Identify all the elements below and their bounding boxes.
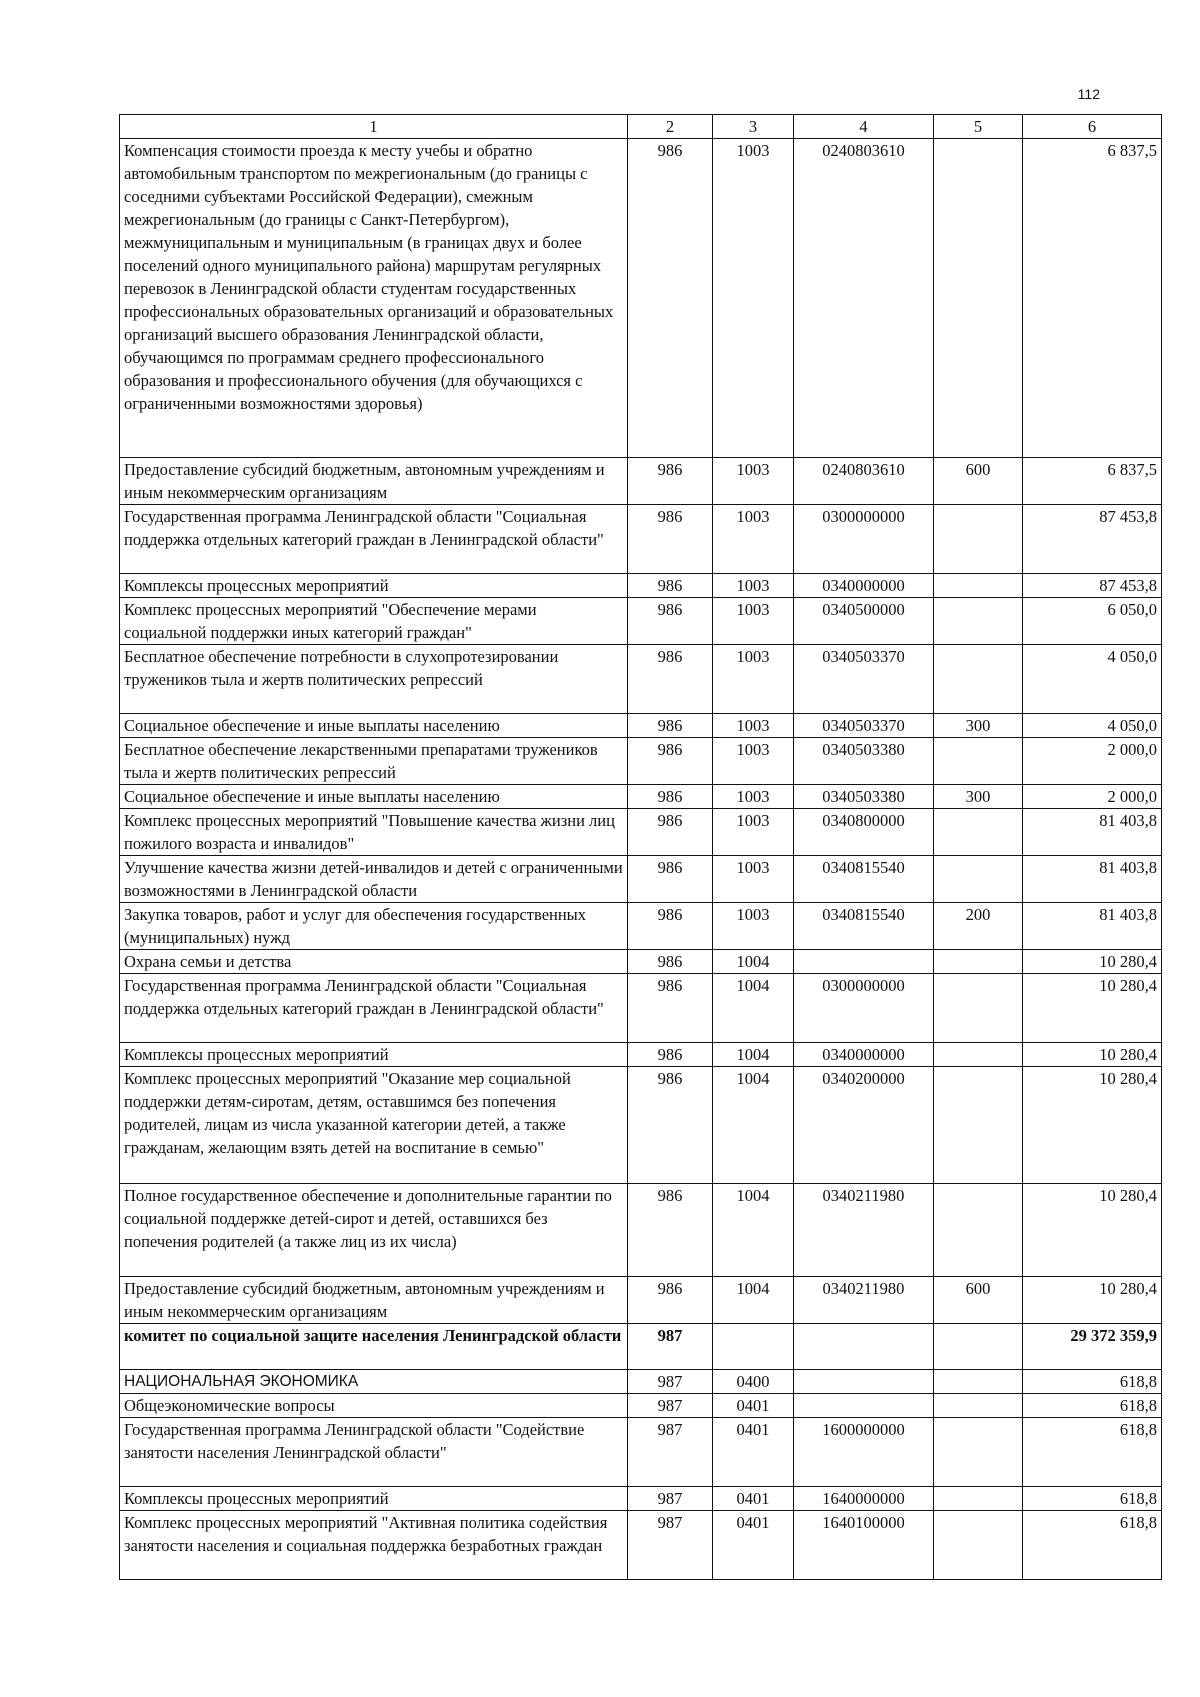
section-code-cell: 0400 [713, 1370, 794, 1394]
expense-type-cell [934, 139, 1023, 458]
expense-type-cell [934, 856, 1023, 903]
row-name-cell: Общеэкономические вопросы [120, 1394, 628, 1418]
row-name-cell: Охрана семьи и детства [120, 950, 628, 974]
amount-cell: 2 000,0 [1023, 738, 1162, 785]
amount-cell: 29 372 359,9 [1023, 1324, 1162, 1370]
column-header: 1 [120, 115, 628, 139]
row-name-cell: Комплекс процессных мероприятий "Обеспечение мерами социальной поддержки иных категорий граждан" [120, 598, 628, 645]
amount-cell: 81 403,8 [1023, 856, 1162, 903]
amount-cell: 10 280,4 [1023, 1277, 1162, 1324]
expense-type-cell [934, 738, 1023, 785]
section-code-cell: 1003 [713, 856, 794, 903]
ministry-code-cell: 986 [628, 903, 713, 950]
target-code-cell: 0340503380 [794, 738, 934, 785]
section-code-cell: 1003 [713, 785, 794, 809]
amount-cell: 618,8 [1023, 1418, 1162, 1487]
row-name-cell: Бесплатное обеспечение лекарственными препаратами тружеников тыла и жертв политических репрессий [120, 738, 628, 785]
table-row [120, 856, 1162, 903]
ministry-code-cell: 986 [628, 139, 713, 458]
row-name-cell: комитет по социальной защите населения Ленинградской области [120, 1324, 628, 1370]
table-row [120, 1418, 1162, 1487]
row-name-cell: НАЦИОНАЛЬНАЯ ЭКОНОМИКА [120, 1370, 628, 1394]
ministry-code-cell: 986 [628, 574, 713, 598]
table-row [120, 903, 1162, 950]
column-header: 6 [1023, 115, 1162, 139]
section-code-cell: 0401 [713, 1487, 794, 1511]
amount-cell: 10 280,4 [1023, 1184, 1162, 1277]
amount-cell: 6 837,5 [1023, 139, 1162, 458]
expense-type-cell [934, 1394, 1023, 1418]
target-code-cell: 0340000000 [794, 574, 934, 598]
amount-cell: 618,8 [1023, 1511, 1162, 1580]
table-row [120, 645, 1162, 714]
expense-type-cell [934, 1511, 1023, 1580]
row-name-cell: Полное государственное обеспечение и дополнительные гарантии по социальной поддержке детей-сирот и детей, оставшихся без попечения родителей (а также лиц из их числа) [120, 1184, 628, 1277]
section-code-cell: 1003 [713, 738, 794, 785]
target-code-cell: 0340503380 [794, 785, 934, 809]
expense-type-cell [934, 809, 1023, 856]
ministry-code-cell: 987 [628, 1324, 713, 1370]
ministry-code-cell: 987 [628, 1394, 713, 1418]
section-code-cell: 1003 [713, 903, 794, 950]
row-name-cell: Комплекс процессных мероприятий "Активная политика содействия занятости населения и социальная поддержка безработных граждан [120, 1511, 628, 1580]
ministry-code-cell: 987 [628, 1511, 713, 1580]
target-code-cell: 1640000000 [794, 1487, 934, 1511]
expense-type-cell: 300 [934, 714, 1023, 738]
expense-type-cell [934, 505, 1023, 574]
expense-type-cell [934, 1370, 1023, 1394]
target-code-cell: 0340503370 [794, 645, 934, 714]
expense-type-cell [934, 645, 1023, 714]
section-code-cell: 1004 [713, 1277, 794, 1324]
section-code-cell: 0401 [713, 1511, 794, 1580]
expense-type-cell: 300 [934, 785, 1023, 809]
ministry-code-cell: 986 [628, 785, 713, 809]
expense-type-cell: 600 [934, 458, 1023, 505]
table-row [120, 458, 1162, 505]
expense-type-cell: 200 [934, 903, 1023, 950]
target-code-cell: 0340000000 [794, 1043, 934, 1067]
expense-type-cell [934, 1067, 1023, 1184]
table-row [120, 1370, 1162, 1394]
target-code-cell [794, 1324, 934, 1370]
section-code-cell: 1003 [713, 598, 794, 645]
amount-cell: 618,8 [1023, 1487, 1162, 1511]
ministry-code-cell: 986 [628, 809, 713, 856]
ministry-code-cell: 986 [628, 950, 713, 974]
amount-cell: 4 050,0 [1023, 714, 1162, 738]
table-row [120, 598, 1162, 645]
amount-cell: 618,8 [1023, 1370, 1162, 1394]
column-header: 4 [794, 115, 934, 139]
target-code-cell: 0340815540 [794, 903, 934, 950]
expense-type-cell [934, 1043, 1023, 1067]
amount-cell: 10 280,4 [1023, 1067, 1162, 1184]
expense-type-cell [934, 950, 1023, 974]
ministry-code-cell: 986 [628, 645, 713, 714]
table-row [120, 139, 1162, 458]
expense-type-cell: 600 [934, 1277, 1023, 1324]
section-code-cell: 1003 [713, 574, 794, 598]
section-code-cell: 1004 [713, 950, 794, 974]
section-code-cell: 1003 [713, 714, 794, 738]
expense-type-cell [934, 1418, 1023, 1487]
column-number-row [120, 115, 1162, 139]
section-code-cell: 1003 [713, 139, 794, 458]
ministry-code-cell: 987 [628, 1487, 713, 1511]
row-name-cell: Государственная программа Ленинградской области "Содействие занятости населения Ленинградской области" [120, 1418, 628, 1487]
table-row [120, 1324, 1162, 1370]
section-code-cell: 1004 [713, 974, 794, 1043]
expense-type-cell [934, 1184, 1023, 1277]
amount-cell: 81 403,8 [1023, 809, 1162, 856]
table-row [120, 785, 1162, 809]
row-name-cell: Комплексы процессных мероприятий [120, 574, 628, 598]
ministry-code-cell: 986 [628, 1043, 713, 1067]
amount-cell: 10 280,4 [1023, 950, 1162, 974]
target-code-cell: 0340503370 [794, 714, 934, 738]
column-header: 3 [713, 115, 794, 139]
row-name-cell: Предоставление субсидий бюджетным, автономным учреждениям и иным некоммерческим организациям [120, 458, 628, 505]
section-code-cell: 1003 [713, 645, 794, 714]
table-row [120, 1067, 1162, 1184]
column-header: 5 [934, 115, 1023, 139]
table-row [120, 1511, 1162, 1580]
row-name-cell: Комплексы процессных мероприятий [120, 1487, 628, 1511]
amount-cell: 6 837,5 [1023, 458, 1162, 505]
ministry-code-cell: 986 [628, 505, 713, 574]
target-code-cell [794, 950, 934, 974]
amount-cell: 4 050,0 [1023, 645, 1162, 714]
row-name-cell: Компенсация стоимости проезда к месту учебы и обратно автомобильным транспортом по межрегиональным (до границы с соседними субъектами Российской Федерации), смежным межрегиональным (до границы с Санкт-Петербургом), межмуниципальным и муниципальным (в границах двух и более поселений одного муниципального района) маршрутам регулярных перевозок в Ленинградской области студентам государственных профессиональных образовательных организаций и образовательных организаций высшего образования Ленинградской области, обучающимся по программам среднего профессионального образования и профессионального обучения (для обучающихся с ограниченными возможностями здоровья) [120, 139, 628, 458]
row-name-cell: Бесплатное обеспечение потребности в слухопротезировании тружеников тыла и жертв политических репрессий [120, 645, 628, 714]
table-row [120, 714, 1162, 738]
table-row [120, 574, 1162, 598]
row-name-cell: Комплекс процессных мероприятий "Оказание мер социальной поддержки детям-сиротам, детям, оставшимся без попечения родителей, лицам из числа указанной категории детей, а также гражданам, желающим взять детей на воспитание в семью" [120, 1067, 628, 1184]
ministry-code-cell: 986 [628, 856, 713, 903]
row-name-cell: Улучшение качества жизни детей-инвалидов и детей с ограниченными возможностями в Ленинградской области [120, 856, 628, 903]
amount-cell: 6 050,0 [1023, 598, 1162, 645]
amount-cell: 81 403,8 [1023, 903, 1162, 950]
target-code-cell: 0340211980 [794, 1277, 934, 1324]
target-code-cell: 0340200000 [794, 1067, 934, 1184]
ministry-code-cell: 986 [628, 1067, 713, 1184]
row-name-cell: Государственная программа Ленинградской области "Социальная поддержка отдельных категорий граждан в Ленинградской области" [120, 505, 628, 574]
target-code-cell: 0240803610 [794, 458, 934, 505]
table-row [120, 809, 1162, 856]
table-row [120, 1043, 1162, 1067]
section-code-cell: 0401 [713, 1394, 794, 1418]
table-row [120, 1277, 1162, 1324]
column-header: 2 [628, 115, 713, 139]
row-name-cell: Государственная программа Ленинградской области "Социальная поддержка отдельных категорий граждан в Ленинградской области" [120, 974, 628, 1043]
expense-type-cell [934, 1487, 1023, 1511]
ministry-code-cell: 986 [628, 1184, 713, 1277]
table-row [120, 974, 1162, 1043]
table-row [120, 1487, 1162, 1511]
row-name-cell: Комплексы процессных мероприятий [120, 1043, 628, 1067]
expense-type-cell [934, 598, 1023, 645]
target-code-cell: 1640100000 [794, 1511, 934, 1580]
ministry-code-cell: 987 [628, 1370, 713, 1394]
ministry-code-cell: 986 [628, 458, 713, 505]
target-code-cell: 0340500000 [794, 598, 934, 645]
target-code-cell [794, 1394, 934, 1418]
section-code-cell: 1004 [713, 1067, 794, 1184]
ministry-code-cell: 986 [628, 738, 713, 785]
table-row [120, 505, 1162, 574]
row-name-cell: Предоставление субсидий бюджетным, автономным учреждениям и иным некоммерческим организациям [120, 1277, 628, 1324]
ministry-code-cell: 987 [628, 1418, 713, 1487]
row-name-cell: Закупка товаров, работ и услуг для обеспечения государственных (муниципальных) нужд [120, 903, 628, 950]
target-code-cell: 0340815540 [794, 856, 934, 903]
ministry-code-cell: 986 [628, 1277, 713, 1324]
expense-type-cell [934, 1324, 1023, 1370]
ministry-code-cell: 986 [628, 598, 713, 645]
section-code-cell: 0401 [713, 1418, 794, 1487]
target-code-cell: 1600000000 [794, 1418, 934, 1487]
budget-table [119, 114, 1162, 1580]
row-name-cell: Социальное обеспечение и иные выплаты населению [120, 785, 628, 809]
section-code-cell: 1004 [713, 1184, 794, 1277]
section-code-cell: 1003 [713, 458, 794, 505]
table-row [120, 1184, 1162, 1277]
target-code-cell [794, 1370, 934, 1394]
amount-cell: 2 000,0 [1023, 785, 1162, 809]
target-code-cell: 0240803610 [794, 139, 934, 458]
target-code-cell: 0340211980 [794, 1184, 934, 1277]
expense-type-cell [934, 974, 1023, 1043]
amount-cell: 10 280,4 [1023, 1043, 1162, 1067]
target-code-cell: 0340800000 [794, 809, 934, 856]
ministry-code-cell: 986 [628, 714, 713, 738]
page-number: 112 [1077, 86, 1100, 102]
target-code-cell: 0300000000 [794, 974, 934, 1043]
ministry-code-cell: 986 [628, 974, 713, 1043]
section-code-cell: 1003 [713, 809, 794, 856]
section-code-cell: 1003 [713, 505, 794, 574]
table-row [120, 950, 1162, 974]
amount-cell: 10 280,4 [1023, 974, 1162, 1043]
target-code-cell: 0300000000 [794, 505, 934, 574]
section-code-cell [713, 1324, 794, 1370]
expense-type-cell [934, 574, 1023, 598]
table-row [120, 1394, 1162, 1418]
amount-cell: 87 453,8 [1023, 505, 1162, 574]
table-row [120, 738, 1162, 785]
amount-cell: 87 453,8 [1023, 574, 1162, 598]
row-name-cell: Комплекс процессных мероприятий "Повышение качества жизни лиц пожилого возраста и инвалидов" [120, 809, 628, 856]
section-code-cell: 1004 [713, 1043, 794, 1067]
row-name-cell: Социальное обеспечение и иные выплаты населению [120, 714, 628, 738]
amount-cell: 618,8 [1023, 1394, 1162, 1418]
